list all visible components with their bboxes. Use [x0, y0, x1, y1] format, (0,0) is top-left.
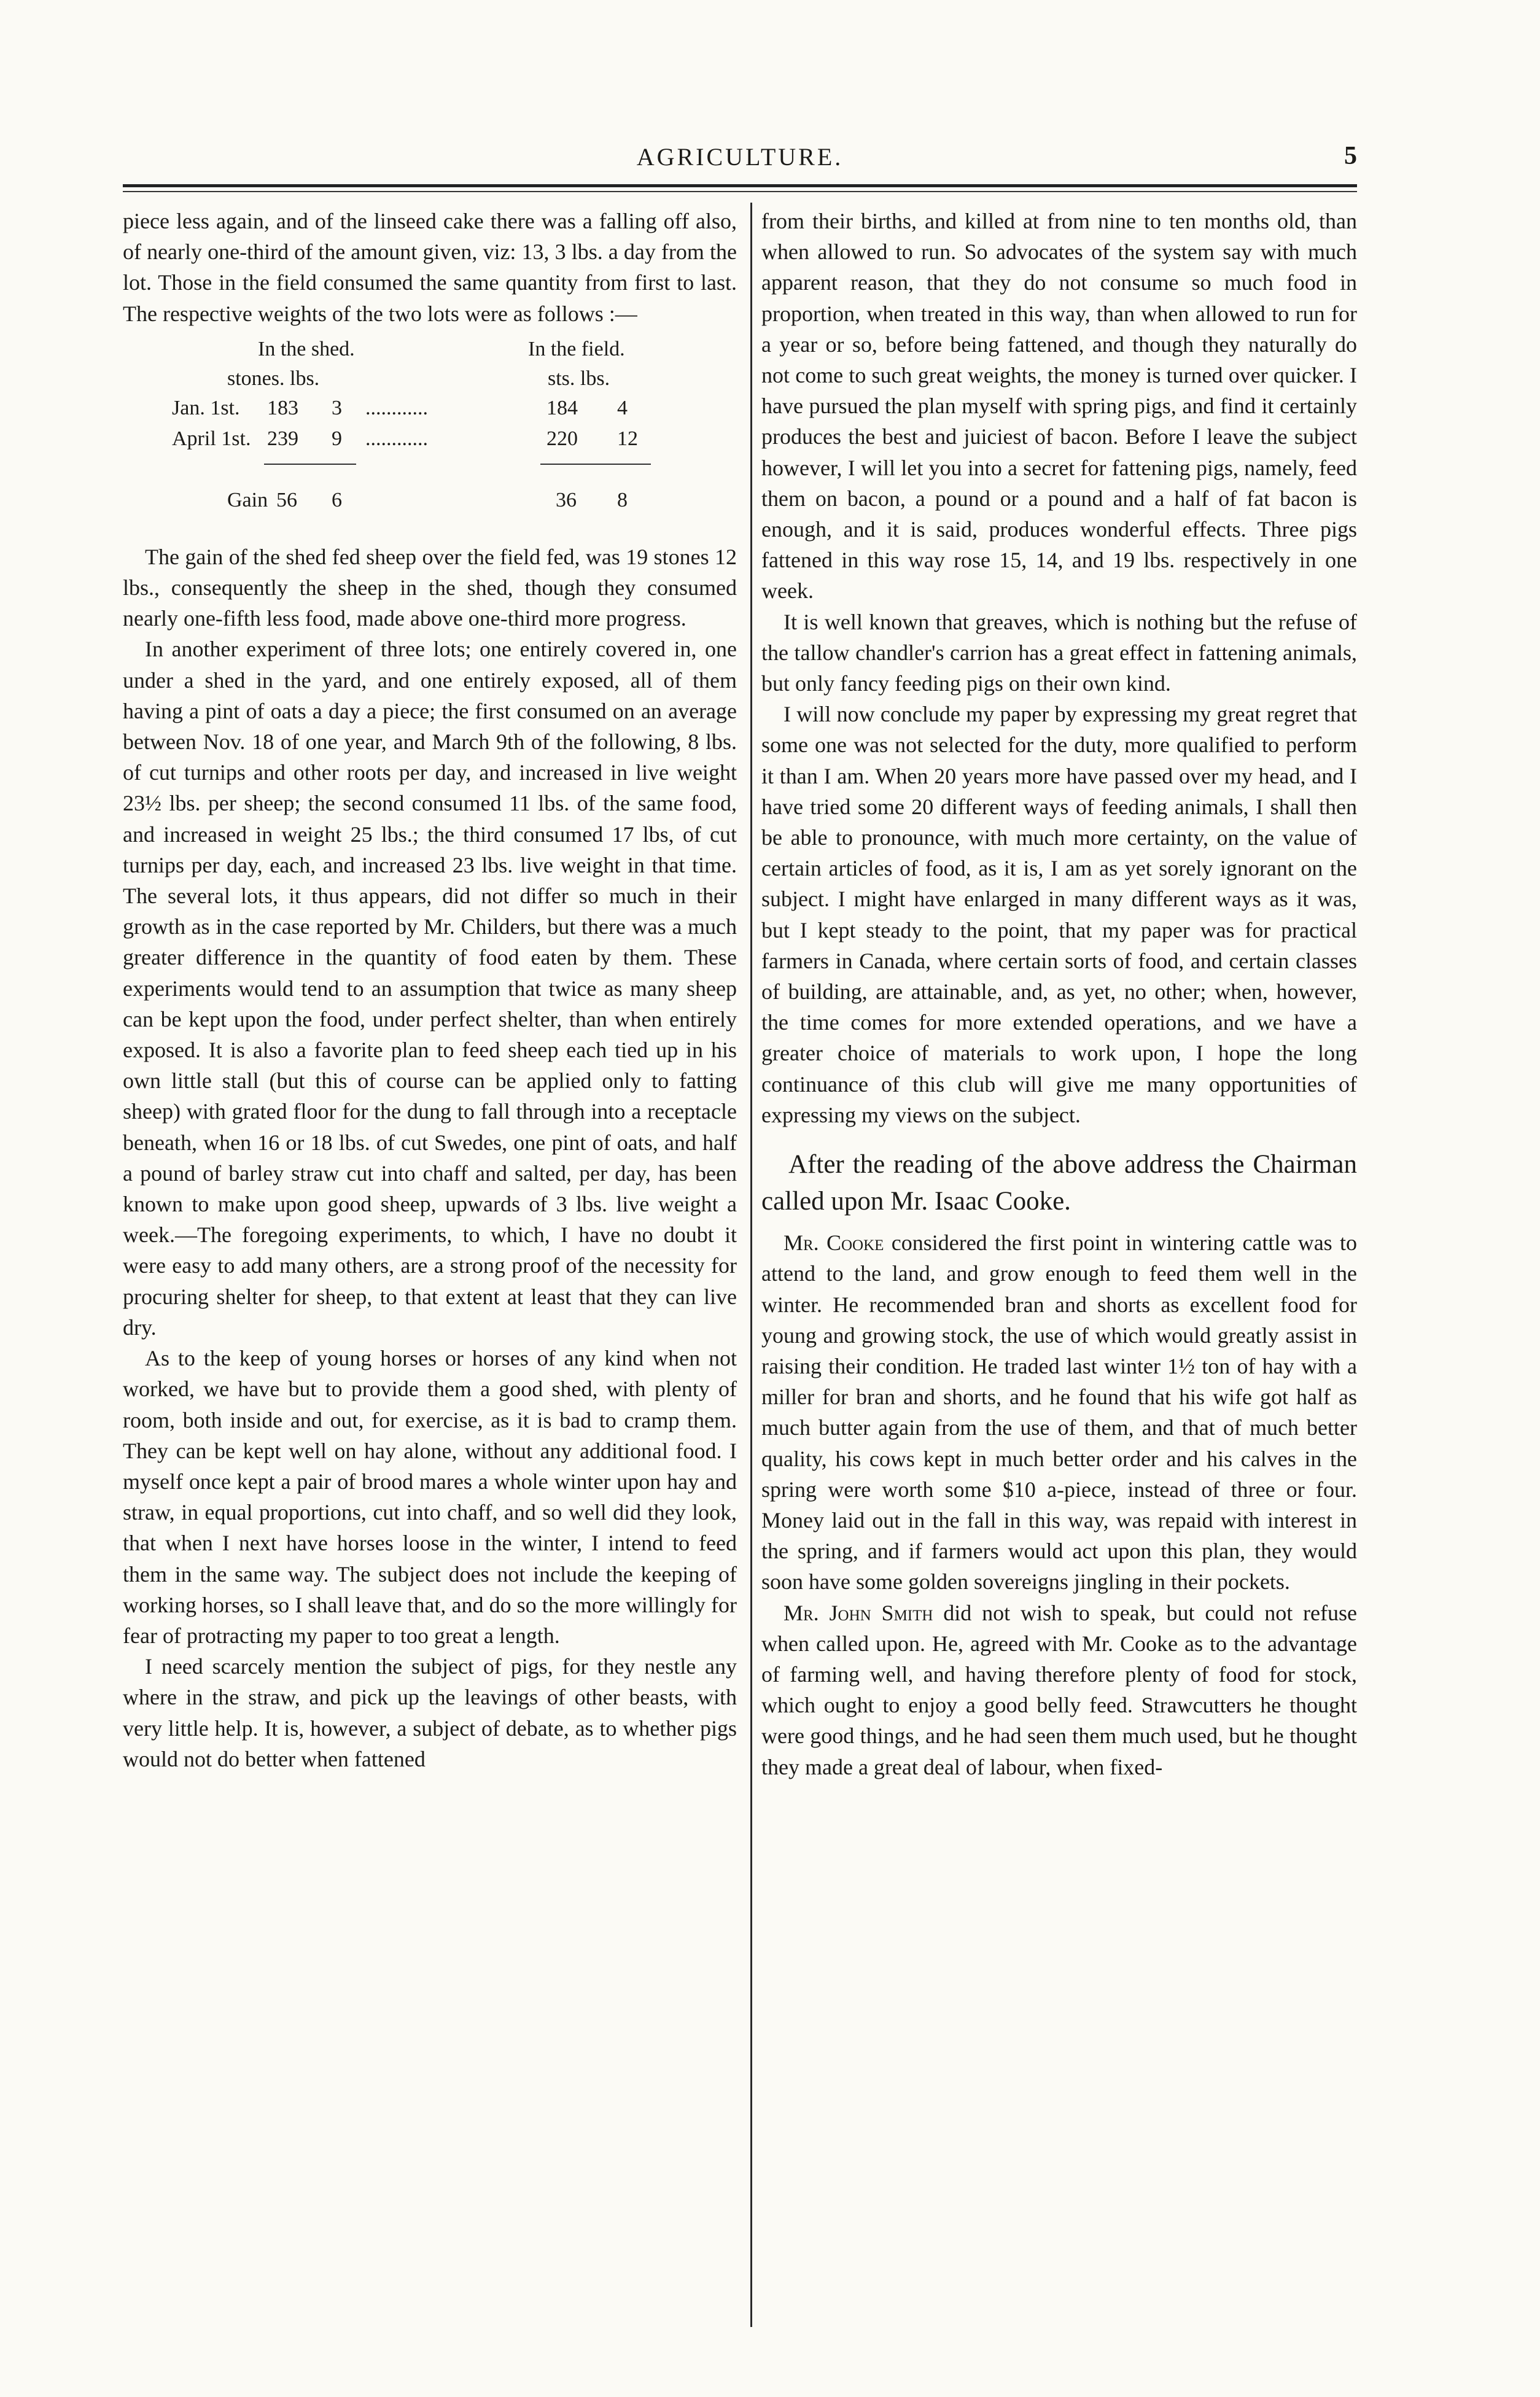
- page-number: 5: [1344, 142, 1357, 170]
- table-row-2-field-stones: 220: [546, 427, 578, 450]
- right-paragraph-2: It is well known that greaves, which is nothing but the refuse of the tallow chandler's carrion has a great effect in fattening animals, but only fancy feeding pigs on their own kind.: [761, 609, 1357, 696]
- table-gain-shed-stones: 56: [276, 488, 297, 511]
- right-paragraph-cooke: [761, 1227, 1357, 1597]
- weights-table: [123, 332, 737, 540]
- running-head: [123, 141, 1357, 178]
- address-note: After the reading of the above address the Chairman called upon Mr. Isaac Cooke.: [761, 1150, 1357, 1216]
- table-row-1-shed-lbs: 3: [332, 396, 342, 419]
- table-units-field: sts. lbs.: [548, 367, 610, 390]
- table-row-1-label: Jan. 1st.: [172, 396, 245, 419]
- table-row-2-label: April 1st.: [172, 427, 251, 450]
- table-row-2-field-lbs: 12: [617, 427, 638, 450]
- right-paragraph-3: I will now conclude my paper by expressing my great regret that some one was not selected for the duty, more qualified to perform it than I am. When 20 years more have passed over my head, and I have tried some 20 different ways of feeding animals, I shall then be able to pronounce, with much more certainty, on the value of certain articles of food, as it is, I am as yet sorely ignorant on the subject. I might have enlarged in many different ways as it was, but I kept steady to the point, that my paper was for practical farmers in Canada, where certain sorts of food, and certain classes of building, are attainable, and, as yet, no other; when, however, the time comes for more extended operations, and we have a greater choice of materials to work upon, I hope the long continuance of this club will give me many opportunities of expressing my views on the subject.: [761, 702, 1357, 1127]
- table-row-2-leader: ............: [365, 427, 428, 450]
- column-divider: [750, 203, 752, 2327]
- left-paragraph-4: As to the keep of young horses or horses of any kind when not worked, we have but to provide them a good shed, with plenty of room, both inside and out, for exercise, as it is bad to cramp them. They can be kept well on hay alone, without any additional food. I myself once kept a pair of brood mares a whole winter upon hay and straw, in equal proportions, cut into chaff, and so well did they look, that when I next have horses loose in the winter, I intend to feed them in the same way. The subject does not include the keeping of working horses, so I shall leave that, and do so the more willingly for fear of protracting my paper to too great a length.: [123, 1346, 737, 1648]
- table-heading-field: In the field.: [528, 337, 625, 360]
- left-paragraph-2: The gain of the shed fed sheep over the field fed, was 19 stones 12 lbs., consequently the sheep in the shed, though they consumed nearly one-fifth less food, made above one-third more progress.: [123, 544, 737, 631]
- left-paragraph-1: piece less again, and of the linseed cake there was a falling off also, of nearly one-third of the amount given, viz: 13, 3 lbs. a day from the lot. Those in the field consumed the same quantity from first to last. The respective weights of the two lots were as follows :—: [123, 209, 737, 326]
- smith-remarks: did not wish to speak, but could not refuse when called upon. He, agreed with Mr. Cooke as to the advantage of farming well, and having therefore plenty of food for stock, which ought to enjoy a good belly feed. Strawcutters he thought were good things, and he had seen them much used, but he thought they made a great deal of labour, when fixed-: [761, 1600, 1357, 1779]
- speaker-cooke: Mr. Cooke: [784, 1230, 884, 1256]
- left-paragraph-3: In another experiment of three lots; one entirely covered in, one under a shed in the yard, and one entirely exposed, all of them having a pint of oats a day a piece; the first consumed on an average between Nov. 18 of one year, and March 9th of the following, 8 lbs. of cut turnips and other roots per day, and increased in live weight 23½ lbs. per sheep; the second consumed 11 lbs. of the same food, and increased in weight 25 lbs.; the third consumed 17 lbs, of cut turnips per day, each, and increased 23 lbs. live weight in that time. The several lots, it thus appears, did not differ so much in their growth as in the case reported by Mr. Childers, but there was a much greater difference in the quantity of food eaten by them. These experiments would tend to an assumption that twice as many sheep can be kept upon the food, under perfect shelter, than when entirely exposed. It is also a favorite plan to feed sheep each tied up in his own little stall (but this of course can be applied only to fatting sheep) with grated floor for the dung to fall through into a receptacle beneath, when 16 or 18 lbs. of cut Swedes, one pint of oats, and half a pound of barley straw cut into chaff and salted, per day, has been known to make upon good sheep, upwards of 3 lbs. live weight a week.—The foregoing experiments, to which, I have no doubt it were easy to add many others, are a strong proof of the necessity for procuring shelter for sheep, to that extent at least that they can live dry.: [123, 637, 737, 1340]
- header-rule-thin: [123, 191, 1357, 192]
- table-gain-label: Gain: [227, 488, 268, 511]
- table-row-1-field-lbs: 4: [617, 396, 628, 419]
- table-sum-rule-field: [540, 464, 651, 465]
- table-gain-field-lbs: 8: [617, 488, 628, 511]
- right-column: [761, 206, 1357, 1782]
- table-row-1-shed-stones: 183: [267, 396, 298, 419]
- speaker-smith: Mr. John Smith: [784, 1600, 933, 1625]
- cooke-remarks: considered the first point in wintering cattle was to attend to the land, and grow enough to feed them well in the winter. He recommended bran and shorts as excellent food for young and growing stock, the use of which would greatly assist in raising their condition. He traded last winter 1½ ton of hay with a miller for bran and shorts, and he found that his wife got half as much butter again from the use of them, and that of much better quality, his cows kept in much better order and his calves in the spring were worth some $10 a-piece, instead of three or four. Money laid out in the fall in this way, was repaid with interest in the spring, and if farmers would act upon this plan, they would soon have some golden sovereigns jingling in their pockets.: [761, 1230, 1357, 1595]
- table-sum-rule-shed: [264, 464, 356, 465]
- running-title: AGRICULTURE.: [636, 143, 844, 171]
- left-column: [123, 206, 737, 1774]
- table-row-2-shed-stones: 239: [267, 427, 298, 450]
- table-row-1-leader: ............: [365, 396, 428, 419]
- table-gain-shed-lbs: 6: [332, 488, 342, 511]
- left-paragraph-5: I need scarcely mention the subject of pigs, for they nestle any where in the straw, and pick up the leavings of other beasts, with very little help. It is, however, a subject of debate, as to whether pigs would not do better when fattened: [123, 1654, 737, 1771]
- table-gain-field-stones: 36: [556, 488, 577, 511]
- table-heading-shed: In the shed.: [258, 337, 355, 360]
- right-paragraph-smith: [761, 1598, 1357, 1782]
- table-row-1-field-stones: 184: [546, 396, 578, 419]
- table-row-2-shed-lbs: 9: [332, 427, 342, 450]
- header-rule-thick: [123, 184, 1357, 187]
- right-paragraph-1: from their births, and killed at from nine to ten months old, than when allowed to run. So advocates of the system say with much apparent reason, that they do not consume so much food in proportion, when treated in this way, than when allowed to run for a year or so, before being fattened, and though they naturally do not come to such great weights, the money is turned over quicker. I have pursued the plan myself with spring pigs, and find it certainly produces the best and juiciest of bacon. Before I leave the subject however, I will let you into a secret for fattening pigs, namely, feed them on bacon, a pound or a pound and a half of fat bacon is enough, and it is said, produces wonderful effects. Three pigs fattened in this way rose 15, 14, and 19 lbs. respectively in one week.: [761, 209, 1357, 604]
- table-units-shed: stones. lbs.: [227, 367, 320, 390]
